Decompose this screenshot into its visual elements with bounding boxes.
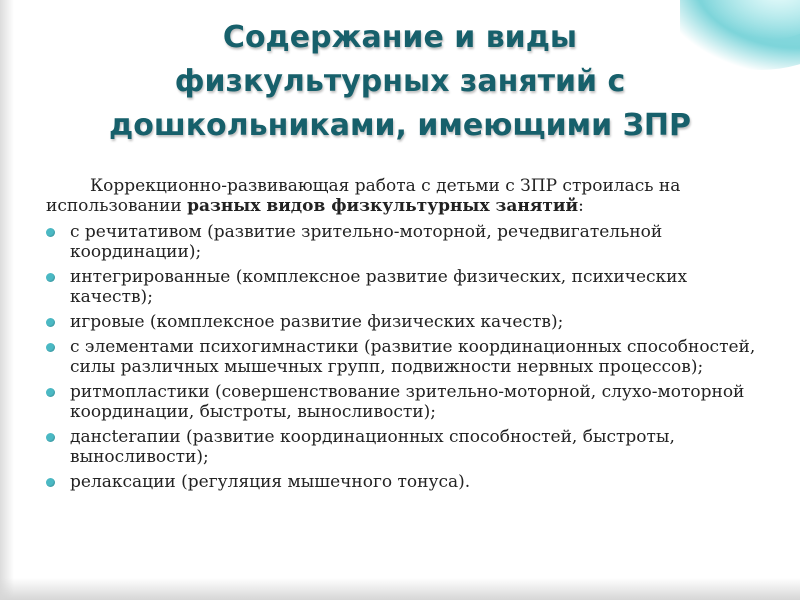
bullet-list (46, 222, 766, 492)
slide-title (40, 16, 760, 148)
list-item-text: дансterапии (развитие координационных способностей, быстроты, выносливости); (70, 427, 675, 467)
list-item-text: интегрированные (комплексное развитие физических, психических качеств); (70, 267, 688, 307)
list-item (46, 427, 766, 467)
list-item-text: релаксации (регуляция мышечного тонуса). (70, 472, 471, 492)
intro-colon: : (578, 196, 584, 216)
list-item-text: игровые (комплексное развитие физических качеств); (70, 312, 564, 332)
slide-body (46, 176, 766, 497)
intro-text: Коррекционно-развивающая работа с детьми с ЗПР строилась на использовании (46, 176, 681, 216)
intro-paragraph (46, 176, 766, 216)
slide-left-shadow (0, 0, 14, 600)
slide-title-line-1: Содержание и виды (222, 20, 578, 55)
bullet-dot-icon (46, 228, 55, 237)
slide-title-line-3: дошкольниками, имеющими ЗПР (109, 108, 691, 143)
bullet-dot-icon (46, 388, 55, 397)
list-item (46, 472, 766, 492)
slide-title-line-2: физкультурных занятий с (174, 64, 626, 99)
bullet-dot-icon (46, 433, 55, 442)
list-item-text: с элементами психогимнастики (развитие координационных способностей, силы различных мышечных групп, подвижности нервных процессов); (70, 337, 756, 377)
bullet-dot-icon (46, 273, 55, 282)
list-item (46, 222, 766, 262)
slide-bottom-shadow (0, 578, 800, 600)
bullet-dot-icon (46, 343, 55, 352)
intro-bold-text: разных видов физкультурных занятий (187, 196, 579, 216)
list-item (46, 337, 766, 377)
list-item-text: с речитативом (развитие зрительно-моторной, речедвигательной координации); (70, 222, 663, 262)
list-item (46, 382, 766, 422)
list-item (46, 312, 766, 332)
bullet-dot-icon (46, 478, 55, 487)
bullet-dot-icon (46, 318, 55, 327)
list-item-text: ритмопластики (совершенствование зрительно-моторной, слухо-моторной координации, быстроты, выносливости); (70, 382, 745, 422)
list-item (46, 267, 766, 307)
